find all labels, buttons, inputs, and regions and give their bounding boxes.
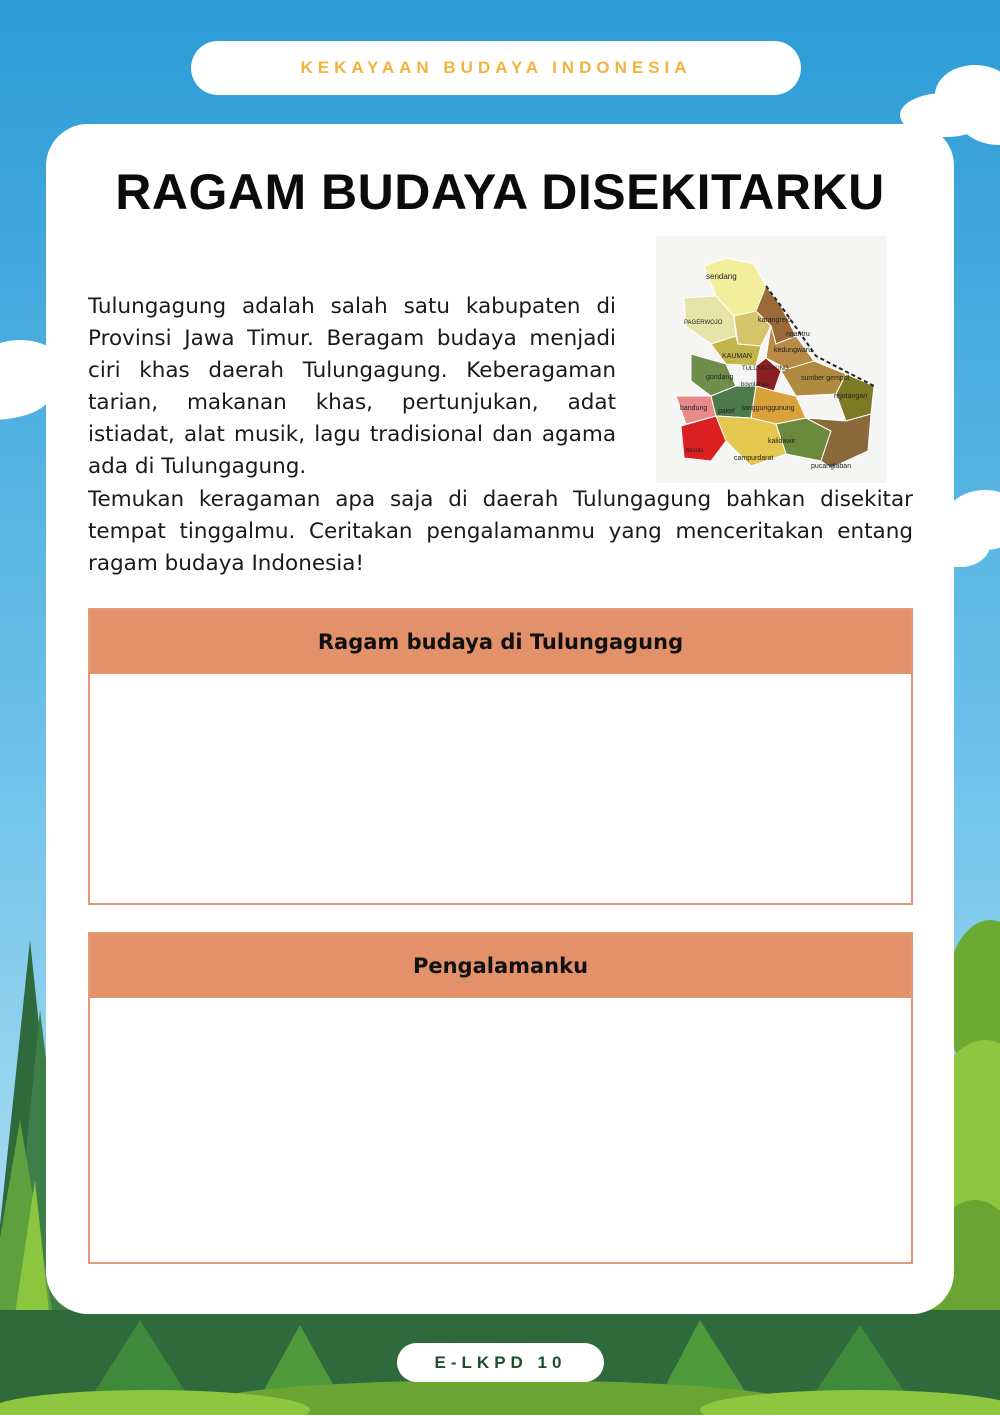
- page-title: RAGAM BUDAYA DISEKITARKU: [115, 164, 885, 220]
- intro-paragraph: Tulungagung adalah salah satu kabupaten di Provinsi Jawa Timur. Beragam budaya menjadi ciri khas daerah Tulungagung. Keberagaman tarian, makanan khas, pertunjukan, adat istiadat, alat musik, lagu tradisional dan agama ada di Tulungagung.: [88, 294, 616, 479]
- map-label-ngantru: ngantru: [786, 331, 810, 338]
- section-pengalamanku-heading: Pengalamanku: [90, 934, 911, 998]
- section-pengalamanku: [88, 932, 913, 1264]
- map-label-kalidawir: kalidawir: [768, 438, 796, 445]
- section-ragam-budaya: [88, 608, 913, 905]
- map-label-bandung: bandung: [680, 405, 708, 412]
- map-label-karangrejo: karangrejo: [758, 317, 792, 324]
- header-pill: [191, 41, 801, 95]
- footer-pill: [397, 1343, 604, 1382]
- map-illustration: [656, 236, 887, 483]
- map-label-sendang: sendang: [706, 272, 737, 281]
- section-ragam-budaya-heading: Ragam budaya di Tulungagung: [90, 610, 911, 674]
- header-label: KEKAYAAN BUDAYA INDONESIA: [300, 58, 692, 77]
- map-label-boyolangu: boyolangu: [741, 382, 769, 388]
- pengalamanku-answer-area[interactable]: [90, 998, 911, 1262]
- map-label-rejotangan: rejotangan: [834, 393, 868, 400]
- map-label-tulungagung: TULUNGAGUNG: [742, 366, 789, 372]
- map-label-besuki: besuki: [686, 448, 704, 454]
- ragam-budaya-answer-area[interactable]: [90, 674, 911, 903]
- footer-label: E-LKPD 10: [434, 1352, 567, 1372]
- map-label-sumbergempol: sumber gempol: [801, 375, 850, 382]
- task-paragraph: Temukan keragaman apa saja di daerah Tulungagung bahkan disekitar tempat tinggalmu. Ceritakan pengalamanmu yang menceritakan entang ragam budaya Indonesia!: [88, 487, 913, 576]
- map-label-tanggunggunung: tanggunggunung: [742, 405, 795, 412]
- map-label-gondang: gondang: [706, 374, 734, 381]
- map-label-pucanglaban: pucanglaban: [811, 463, 852, 470]
- map-label-kauman: KAUMAN: [722, 353, 752, 360]
- tulungagung-map: [656, 236, 887, 483]
- map-label-campurdarat: campurdarat: [734, 455, 774, 462]
- map-label-pakel: pakel: [718, 408, 735, 415]
- map-label-pagerwojo: PAGERWOJO: [684, 320, 723, 326]
- map-label-kedungwaru: kedungwaru: [774, 347, 813, 354]
